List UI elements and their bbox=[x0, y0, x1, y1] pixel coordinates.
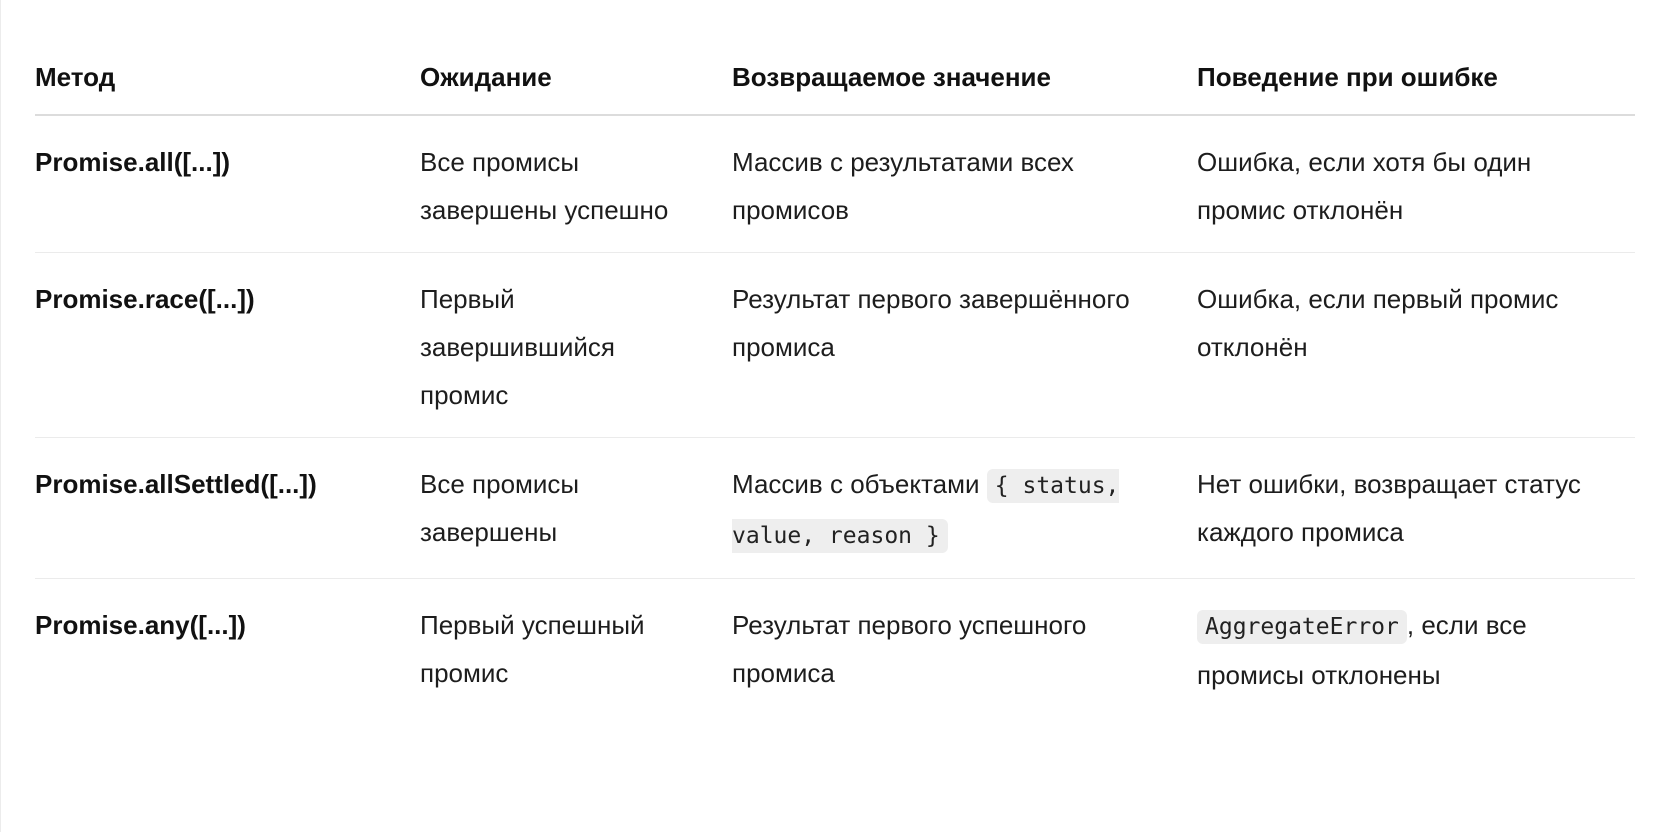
table-row bbox=[35, 115, 1635, 253]
return-cell: Результат первого успешного промиса bbox=[732, 610, 1087, 688]
header-return-value: Возвращаемое значение bbox=[732, 40, 1197, 115]
waiting-cell: Все промисы завершены bbox=[420, 438, 732, 579]
method-cell: Promise.all([...]) bbox=[35, 115, 420, 253]
inline-code: { status, value, reason } bbox=[732, 469, 1119, 553]
table-row bbox=[35, 579, 1635, 718]
table-body bbox=[35, 115, 1635, 717]
header-method: Метод bbox=[35, 40, 420, 115]
header-error-behavior: Поведение при ошибке bbox=[1197, 40, 1635, 115]
method-cell: Promise.any([...]) bbox=[35, 610, 246, 640]
return-cell: Результат первого завершённого промиса bbox=[732, 253, 1197, 438]
return-text: Массив с объектами bbox=[732, 469, 980, 499]
header-waiting: Ожидание bbox=[420, 40, 732, 115]
page-left-border bbox=[0, 0, 1, 832]
waiting-cell: Первый завершившийся промис bbox=[420, 253, 732, 438]
table-header-row bbox=[35, 40, 1635, 115]
error-text: , если все промисы отклонены bbox=[1197, 610, 1527, 690]
error-cell: Нет ошибки, возвращает статус каждого промиса bbox=[1197, 438, 1635, 579]
return-cell bbox=[732, 438, 1197, 579]
waiting-cell: Первый успешный промис bbox=[420, 610, 645, 688]
error-cell: Ошибка, если хотя бы один промис отклонён bbox=[1197, 115, 1635, 253]
table-row bbox=[35, 438, 1635, 579]
method-cell: Promise.allSettled([...]) bbox=[35, 438, 420, 579]
table-header bbox=[35, 40, 1635, 115]
error-cell: Ошибка, если первый промис отклонён bbox=[1197, 253, 1635, 438]
table-row bbox=[35, 253, 1635, 438]
waiting-cell: Все промисы завершены успешно bbox=[420, 115, 732, 253]
inline-code: AggregateError bbox=[1197, 610, 1407, 644]
return-cell: Массив с результатами всех промисов bbox=[732, 115, 1197, 253]
promise-methods-table bbox=[35, 40, 1635, 717]
error-cell bbox=[1197, 579, 1635, 718]
method-cell: Promise.race([...]) bbox=[35, 253, 420, 438]
